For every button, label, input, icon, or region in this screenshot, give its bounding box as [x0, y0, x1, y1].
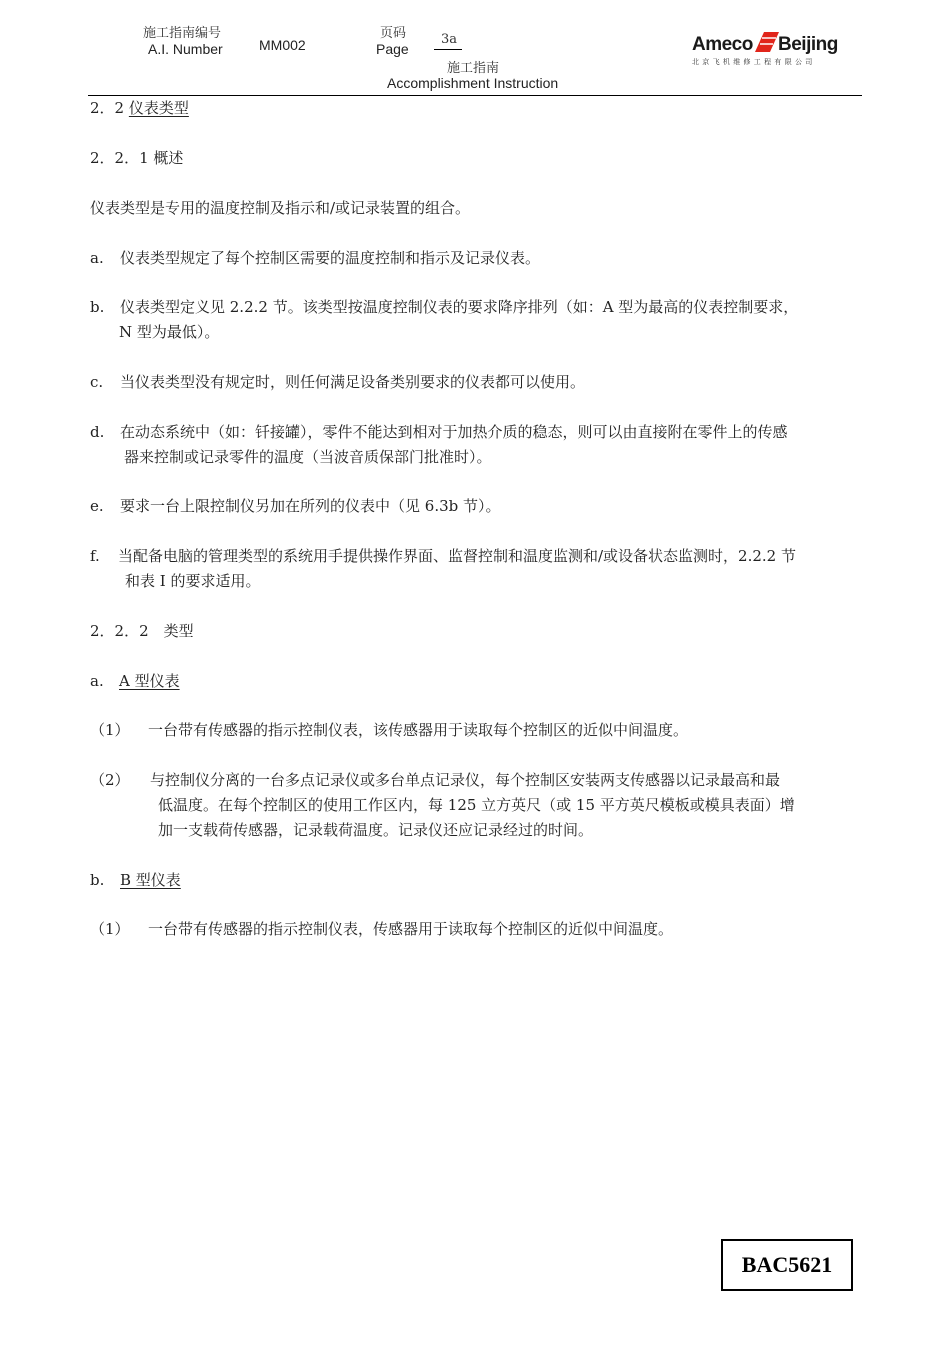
- section-2-2-1-heading: 2．2．1 概述: [90, 149, 184, 167]
- item-f-line-1: 当配备电脑的管理类型的系统用手提供操作界面、监督控制和温度监测和/或设备状态监测时，2.2.2 节: [118, 547, 796, 565]
- item-f-line-2: 和表 I 的要求适用。: [125, 572, 261, 590]
- document-id-box: [721, 1239, 853, 1291]
- type-a-label: a.: [90, 672, 104, 690]
- logo-wing-icon: [754, 30, 780, 54]
- page-label-en: Page: [376, 41, 409, 57]
- intro-paragraph: 仪表类型是专用的温度控制及指示和/或记录装置的组合。: [90, 199, 471, 217]
- section-2-2-title: 仪表类型: [128, 99, 189, 117]
- ameco-beijing-logo: [692, 30, 842, 72]
- ai-number-value: MM002: [259, 37, 306, 53]
- item-f-label: f.: [90, 547, 100, 565]
- logo-text-ameco: Ameco: [692, 34, 753, 55]
- page-value: 3a: [441, 32, 458, 47]
- logo-subtitle: 北京飞机维修工程有限公司: [692, 58, 816, 66]
- item-b-line-2: N 型为最低）。: [119, 323, 220, 341]
- item-b-line-1: 仪表类型定义见 2.2.2 节。该类型按温度控制仪表的要求降序排列（如：A 型为最高的仪表控制要求，: [120, 298, 799, 316]
- item-d-line-2: 器来控制或记录零件的温度（当波音质保部门批准时）。: [124, 448, 492, 466]
- section-2-2-number: 2．2: [90, 99, 129, 117]
- type-a-item-2-line-3: 加一支载荷传感器，记录载荷温度。记录仪还应记录经过的时间。: [158, 821, 594, 839]
- type-a-item-2-label: （2）: [90, 771, 130, 789]
- type-b-label: b.: [90, 871, 105, 889]
- ai-number-label-en: A.I. Number: [148, 41, 223, 57]
- item-a-text: 仪表类型规定了每个控制区需要的温度控制和指示及记录仪表。: [120, 249, 541, 267]
- type-a-item-2-line-2: 低温度。在每个控制区的使用工作区内，每 125 立方英尺（或 15 平方英尺模板或模具表面）增: [158, 796, 795, 814]
- type-a-item-1-label: （1）: [90, 721, 130, 739]
- type-b-item-1-text: 一台带有传感器的指示控制仪表，传感器用于读取每个控制区的近似中间温度。: [148, 920, 674, 938]
- page-value-underline: [434, 49, 462, 50]
- item-d-line-1: 在动态系统中（如：钎接罐），零件不能达到相对于加热介质的稳态，则可以由直接附在零件上的传感: [120, 423, 788, 441]
- type-b-item-1-label: （1）: [90, 920, 130, 938]
- item-c-label: c.: [90, 373, 104, 391]
- item-b-label: b.: [90, 298, 105, 316]
- type-b-title: B 型仪表: [120, 871, 181, 889]
- logo-text-beijing: Beijing: [778, 34, 838, 55]
- page-label-cn: 页码: [380, 26, 407, 41]
- type-a-item-2-line-1: 与控制仪分离的一台多点记录仪或多台单点记录仪，每个控制区安装两支传感器以记录最高和最: [150, 771, 781, 789]
- item-a-label: a.: [90, 249, 104, 267]
- header-rule: [88, 95, 862, 96]
- instruction-title-cn: 施工指南: [447, 61, 500, 76]
- item-d-label: d.: [90, 423, 105, 441]
- item-e-label: e.: [90, 497, 104, 515]
- type-a-item-1-text: 一台带有传感器的指示控制仪表，该传感器用于读取每个控制区的近似中间温度。: [148, 721, 689, 739]
- section-2-2-heading: [90, 96, 189, 121]
- item-c-text: 当仪表类型没有规定时，则任何满足设备类别要求的仪表都可以使用。: [120, 373, 586, 391]
- instruction-title-en: Accomplishment Instruction: [387, 75, 559, 91]
- ai-number-label-cn: 施工指南编号: [143, 26, 222, 41]
- type-a-title: A 型仪表: [119, 672, 180, 690]
- item-e-text: 要求一台上限控制仪另加在所列的仪表中（见 6.3b 节）。: [120, 497, 501, 515]
- document-id: BAC5621: [741, 1252, 833, 1277]
- section-2-2-2-heading: 2．2．2 类型: [90, 622, 194, 640]
